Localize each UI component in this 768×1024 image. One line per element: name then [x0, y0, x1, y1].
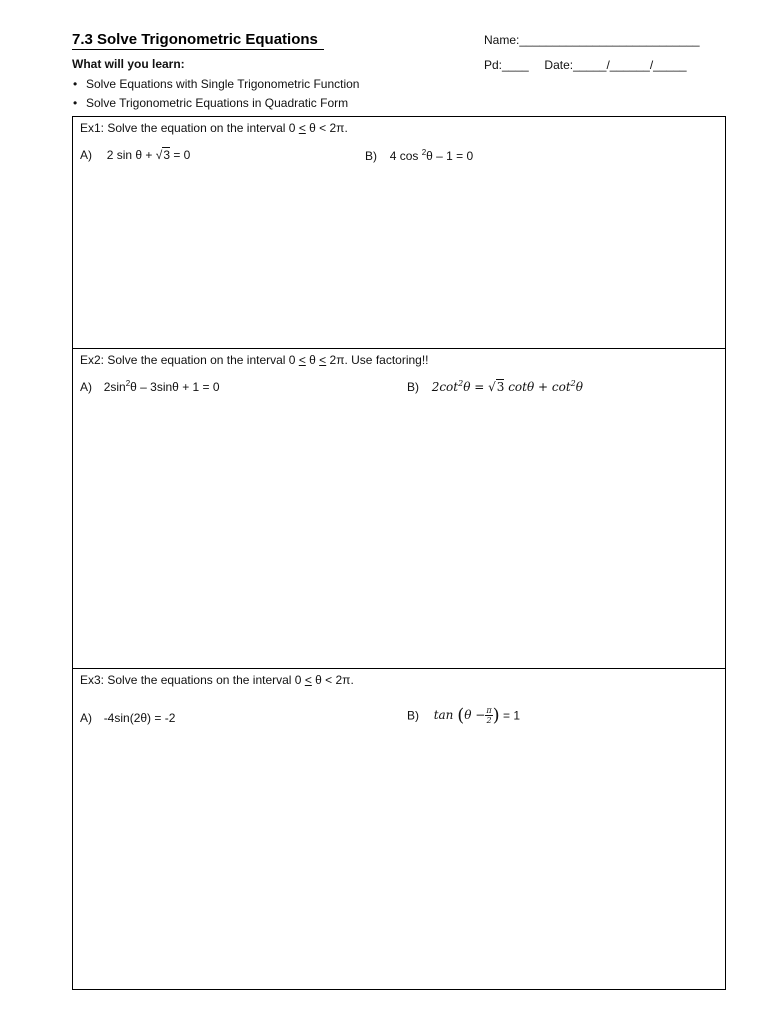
equation-part: tan — [433, 708, 454, 722]
exponent: 2 — [570, 379, 576, 388]
problem-label: A) — [80, 711, 92, 725]
example-2-problem-b — [407, 379, 583, 394]
right-paren: ) — [492, 705, 500, 726]
equation-part: cotθ + cot — [504, 380, 571, 394]
equation-part: = 0 — [170, 148, 191, 162]
period-field: Pd:____ — [484, 58, 529, 72]
example-1-heading-text: Ex1: Solve the equation on the interval 0 — [80, 121, 299, 135]
example-3-heading-tail: θ < 2π. — [311, 673, 354, 687]
example-3-box — [72, 668, 726, 990]
example-2-heading-text: Ex2: Solve the equation on the interval 0 — [80, 353, 299, 367]
example-1-problem-b — [365, 148, 473, 163]
example-3-heading-text: Ex3: Solve the equations on the interval 0 — [80, 673, 305, 687]
example-2-heading — [80, 353, 429, 367]
learn-list — [72, 75, 359, 113]
problem-label: B) — [365, 149, 377, 163]
learn-bullet-2: • Solve Trigonometric Equations in Quadratic Form — [72, 94, 359, 113]
equation-part: = 1 — [499, 708, 521, 723]
equation-part: 2cot — [431, 380, 459, 394]
equation-part: 4 cos — [389, 149, 422, 163]
example-2-box — [72, 348, 726, 669]
left-paren: ( — [457, 705, 465, 726]
problem-label: A) — [80, 148, 92, 162]
name-field: Name:___________________________ — [484, 33, 700, 47]
period-date-line — [484, 58, 687, 72]
exponent: 2 — [421, 148, 427, 157]
example-3-problem-a — [80, 711, 175, 725]
equation-part: θ — [575, 380, 583, 394]
le-symbol: < — [304, 673, 312, 687]
fraction-numerator: π — [486, 706, 492, 715]
equation-part: θ − — [464, 708, 486, 722]
problem-label: B) — [407, 380, 419, 394]
fraction-denominator: 2 — [486, 716, 492, 725]
equation-part: -4sin(2θ) = -2 — [103, 711, 176, 725]
radicand: 3 — [496, 380, 505, 394]
le-symbol: < — [298, 353, 306, 367]
problem-label: B) — [407, 708, 419, 723]
example-3-problem-b — [407, 705, 520, 726]
fraction — [485, 706, 492, 725]
example-1-box — [72, 116, 726, 349]
example-2-heading-tail: 2π. Use factoring!! — [326, 353, 429, 367]
equation-part: θ – 3sinθ + 1 = 0 — [130, 380, 220, 394]
example-1-heading — [80, 121, 348, 135]
equation — [432, 380, 583, 394]
radicand: 3 — [163, 148, 170, 162]
equation-part: θ = √ — [463, 380, 496, 394]
example-2-problem-a — [80, 379, 220, 394]
le-symbol: < — [319, 353, 327, 367]
example-1-problem-a — [80, 148, 190, 162]
example-1-heading-tail: θ < 2π. — [305, 121, 348, 135]
equation-part: 2sin — [103, 380, 126, 394]
date-field: Date:_____/______/_____ — [544, 58, 687, 72]
example-2-heading-mid: θ — [305, 353, 320, 367]
exponent: 2 — [125, 379, 131, 388]
equation — [433, 705, 500, 726]
exponent: 2 — [458, 379, 464, 388]
le-symbol: < — [298, 121, 306, 135]
worksheet-title: 7.3 Solve Trigonometric Equations — [72, 30, 324, 50]
learn-bullet-1: • Solve Equations with Single Trigonometric Function — [72, 75, 359, 94]
problem-label: A) — [80, 380, 92, 394]
equation-part: 2 sin θ + √ — [106, 148, 163, 162]
learn-heading: What will you learn: — [72, 57, 185, 71]
equation-part: θ – 1 = 0 — [426, 149, 474, 163]
example-3-heading — [80, 673, 354, 687]
